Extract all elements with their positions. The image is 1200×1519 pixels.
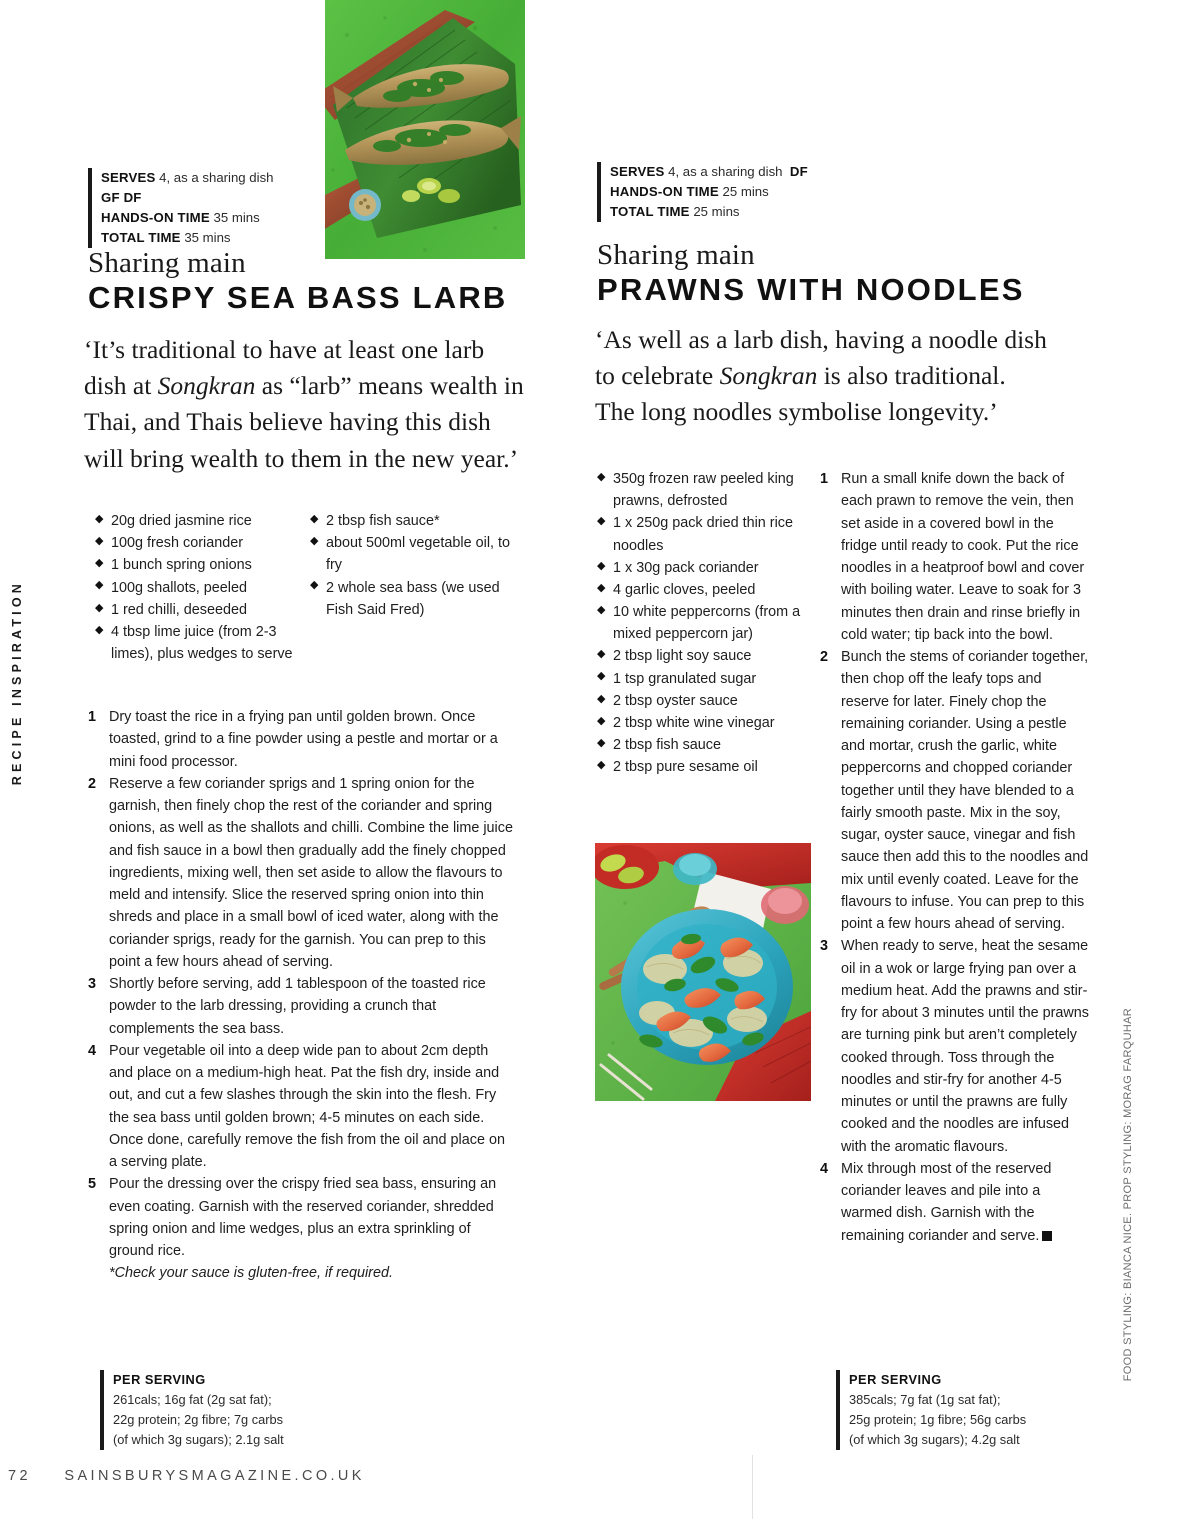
magazine-website: SAINSBURYSMAGAZINE.CO.UK: [64, 1468, 365, 1484]
step-text: Shortly before serving, add 1 tablespoon of the toasted rice powder to the larb dressing, providing a crunch that complements the sea bass.: [109, 976, 486, 1037]
ingredient-item: [597, 668, 805, 690]
diamond-bullet-icon: ◆: [597, 559, 606, 572]
recipe-footnote: *Check your sauce is gluten-free, if required.: [109, 1265, 393, 1282]
diamond-bullet-icon: ◆: [95, 601, 104, 614]
ingredient-text: 2 whole sea bass (we used Fish Said Fred): [326, 579, 500, 618]
ingredient-text: 1 bunch spring onions: [111, 557, 252, 574]
diamond-bullet-icon: ◆: [597, 603, 606, 616]
ingredient-text: 2 tbsp light soy sauce: [613, 648, 752, 665]
total-time-value: 25 mins: [693, 204, 740, 220]
ingredient-text: 20g dried jasmine rice: [111, 513, 252, 529]
diamond-bullet-icon: ◆: [597, 692, 606, 705]
ingredient-text: 2 tbsp fish sauce: [613, 737, 721, 754]
diamond-bullet-icon: ◆: [597, 515, 606, 528]
ingredient-item: [95, 510, 295, 532]
ingredient-text: 1 red chilli, deseeded: [111, 601, 248, 618]
nutrition-line: 261cals; 16g fat (2g sat fat);: [113, 1391, 272, 1407]
serves-row: [610, 162, 900, 182]
method-step: [88, 1173, 513, 1262]
ingredient-text: 4 tbsp lime juice (from 2-3 limes), plus wedges to serve: [111, 623, 293, 663]
nutrition-line: (of which 3g sugars); 4.2g salt: [849, 1431, 1020, 1447]
step-number: 2: [820, 649, 829, 665]
diamond-bullet-icon: ◆: [597, 670, 606, 683]
step-number: 3: [820, 938, 829, 955]
section-label-recipe-inspiration: RECIPE INSPIRATION: [10, 580, 24, 786]
total-time-value: 35 mins: [184, 230, 231, 246]
hands-on-label: HANDS-ON TIME: [610, 184, 719, 200]
diet-tags: [101, 188, 331, 208]
page-gutter-rule: [752, 1455, 753, 1519]
ingredient-text: 2 tbsp pure sesame oil: [613, 759, 758, 776]
step-number: 5: [88, 1176, 97, 1193]
step-number: 4: [88, 1042, 97, 1059]
hands-on-label: HANDS-ON TIME: [101, 210, 210, 226]
recipe-standfirst-seabass: ‘It’s traditional to have at least one larb dish at Songkran as “larb” means wealth in Thai, and Thais believe having this dish will bring wealth to them in the new year.’: [84, 335, 524, 473]
method-step: [88, 773, 513, 973]
nutrition-panel-prawns: [836, 1370, 1139, 1450]
recipe-title: PRAWNS WITH NOODLES: [597, 272, 1025, 308]
ingredient-item: [597, 734, 805, 756]
recipe-heading-seabass: [88, 248, 508, 316]
method-step: [88, 706, 513, 773]
ingredient-item: [597, 601, 805, 645]
ingredient-text: 100g shallots, peeled: [111, 579, 248, 596]
ingredient-text: 2 tbsp fish sauce*: [326, 513, 440, 529]
ingredient-item: [597, 756, 805, 778]
ingredient-text: 1 x 250g pack dried thin rice noodles: [613, 515, 793, 554]
step-text: Pour the dressing over the crispy fried sea bass, ensuring an even coating. Garnish with the reserved coriander, shredded spring onion and lime wedges, plus an extra sprinkling of ground rice.: [109, 1176, 497, 1259]
ingredient-item: [310, 510, 515, 532]
step-number: 3: [88, 976, 97, 992]
step-text: Run a small knife down the back of each prawn to remove the vein, then set aside in a covered bowl in the fridge until ready to cook. Put the rice noodles in a heatproof bowl and cover with boiling water. Leave to soak for 3 minutes then drain and rinse briefly in cold water; tip back into the bowl.: [841, 471, 1085, 643]
recipe-kicker: Sharing main: [597, 239, 755, 271]
ingredient-text: 2 tbsp white wine vinegar: [613, 714, 775, 731]
total-time-row: [101, 228, 331, 248]
serves-label: SERVES: [101, 170, 156, 185]
diet-tags-value: GF DF: [101, 190, 142, 206]
step-text: Reserve a few coriander sprigs and 1 spring onion for the garnish, then finely chop the rest of the coriander and spring onions, as well as the shallots and chilli. Combine the lime juice and fish sauce in a bowl then gradually add the finely chopped ingredients, mixing well, then set aside to allow the flavours to meld and intensify. Slice the reserved spring onion into thin shreds and place in a small bowl of iced water, along with the coriander sprigs, ready for the garnish. You can prep to this point a few hours ahead of serving.: [109, 775, 513, 970]
nutrition-line: (of which 3g sugars); 2.1g salt: [113, 1431, 284, 1447]
total-time-label: TOTAL TIME: [610, 204, 690, 220]
photo-credits: FOOD STYLING: BIANCA NICE. PROP STYLING: MORAG FARQUHAR: [1122, 1008, 1134, 1382]
ingredient-item: [597, 712, 805, 734]
ingredient-item: [597, 579, 805, 601]
serves-value: 4, as a sharing dish: [159, 170, 274, 185]
step-text: When ready to serve, heat the sesame oil in a wok or large frying pan over a medium heat. Add the prawns and stir-fry for about 3 minutes until the prawns are turning pink but aren’t completely cooked through. Toss through the noodles and stir-fry for another 4-5 minutes or until the prawns are fully cooked and the noodles are infused with the aromatic flavours.: [841, 938, 1089, 1155]
ingredient-item: [310, 577, 515, 621]
ingredient-item: [310, 532, 515, 576]
page-footer: [8, 1468, 365, 1484]
ingredient-text: 1 x 30g pack coriander: [613, 559, 759, 576]
step-number: 1: [88, 709, 97, 725]
ingredient-item: [597, 645, 805, 667]
ingredient-item: [597, 690, 805, 712]
ingredient-text: 2 tbsp oyster sauce: [613, 692, 738, 709]
recipe-meta-prawns: [597, 162, 900, 222]
diamond-bullet-icon: ◆: [95, 623, 104, 636]
step-text: Bunch the stems of coriander together, then chop off the leafy tops and reserve for later. Finely chop the remaining coriander. Using a pestle and mortar, crush the garlic, white peppercorns and chopped coriander together until they have blended to a fairly smooth paste. Mix in the soy, sugar, oyster sauce, vinegar and fish sauce then add this to the noodles and mix until evenly coated. Leave for the flavours to infuse. You can prep to this point a few hours ahead of serving.: [841, 649, 1089, 932]
ingredient-text: 1 tsp granulated sugar: [613, 670, 757, 687]
hands-on-value: 25 mins: [722, 184, 769, 200]
recipe-heading-prawns: [597, 240, 1025, 308]
serves-row: [101, 168, 331, 188]
ingredient-text: about 500ml vegetable oil, to fry: [326, 535, 511, 574]
method-step: [820, 468, 1092, 646]
recipe-meta-seabass: [88, 168, 331, 248]
end-of-article-mark: [1042, 1231, 1052, 1241]
nutrition-line: 22g protein; 2g fibre; 7g carbs: [113, 1411, 284, 1427]
step-number: 2: [88, 775, 97, 792]
diamond-bullet-icon: ◆: [597, 470, 606, 483]
ingredient-item: [95, 532, 295, 554]
diamond-bullet-icon: ◆: [597, 736, 606, 749]
ingredients-list-prawns: [597, 468, 805, 778]
method-steps-prawns: [820, 468, 1092, 1247]
total-time-label: TOTAL TIME: [101, 230, 181, 246]
ingredient-item: [597, 512, 805, 556]
method-steps-seabass: [88, 706, 513, 1285]
diamond-bullet-icon: ◆: [310, 512, 319, 525]
ingredient-text: 100g fresh coriander: [111, 535, 243, 552]
diamond-bullet-icon: ◆: [597, 759, 606, 772]
ingredient-item: [95, 621, 295, 665]
step-text: Dry toast the rice in a frying pan until golden brown. Once toasted, grind to a fine powder using a pestle and mortar or a mini food processor.: [109, 709, 498, 770]
step-number: 1: [820, 471, 829, 487]
nutrition-heading: PER SERVING: [849, 1372, 942, 1387]
step-text: Mix through most of the reserved coriander leaves and pile into a warmed dish. Garnish with the remaining coriander and serve.: [841, 1160, 1052, 1244]
serves-label: SERVES: [610, 164, 665, 179]
recipe-standfirst-prawns: ‘As well as a larb dish, having a noodle dish to celebrate Songkran is also traditional. The long noodles symbolise longevity.’: [595, 325, 1047, 427]
method-step: [820, 935, 1092, 1158]
diamond-bullet-icon: ◆: [310, 579, 319, 592]
diamond-bullet-icon: ◆: [597, 714, 606, 727]
diamond-bullet-icon: ◆: [95, 557, 104, 570]
hands-on-value: 35 mins: [213, 210, 260, 226]
ingredients-list-seabass-col1: [95, 510, 295, 665]
ingredient-item: [95, 599, 295, 621]
ingredient-text: 4 garlic cloves, peeled: [613, 581, 756, 598]
method-step: [88, 1040, 513, 1174]
crispy-sea-bass-larb-photo: [325, 0, 525, 259]
diamond-bullet-icon: ◆: [95, 512, 104, 525]
ingredient-item: [597, 557, 805, 579]
hands-on-row: [610, 182, 900, 202]
nutrition-panel-seabass: [100, 1370, 403, 1450]
nutrition-heading: PER SERVING: [113, 1372, 206, 1387]
step-text: Pour vegetable oil into a deep wide pan to about 2cm depth and place on a medium-high heat. Pat the fish dry, inside and out, and cut a few slashes through the skin into the flesh. Fry the sea bass until golden brown; 4-5 minutes on each side. Once done, carefully remove the fish from the oil and place on a serving plate.: [109, 1042, 505, 1170]
diamond-bullet-icon: ◆: [95, 579, 104, 592]
ingredient-item: [597, 468, 805, 512]
diamond-bullet-icon: ◆: [310, 535, 319, 548]
method-step: [820, 1158, 1092, 1247]
prawns-with-noodles-photo: [595, 843, 811, 1101]
recipe-title: CRISPY SEA BASS LARB: [88, 280, 508, 316]
diamond-bullet-icon: ◆: [95, 535, 104, 548]
ingredient-text: 350g frozen raw peeled king prawns, defrosted: [613, 471, 794, 510]
diamond-bullet-icon: ◆: [597, 648, 606, 661]
hands-on-row: [101, 208, 331, 228]
diamond-bullet-icon: ◆: [597, 581, 606, 594]
recipe-kicker: Sharing main: [88, 247, 246, 279]
serves-value: 4, as a sharing dish: [668, 164, 783, 179]
total-time-row: [610, 202, 900, 222]
ingredient-item: [95, 554, 295, 576]
ingredient-item: [95, 577, 295, 599]
nutrition-line: 25g protein; 1g fibre; 56g carbs: [849, 1411, 1027, 1427]
diet-tags-value: DF: [789, 164, 808, 179]
method-step: [88, 973, 513, 1040]
nutrition-line: 385cals; 7g fat (1g sat fat);: [849, 1391, 1001, 1407]
method-step: [820, 646, 1092, 935]
step-number: 4: [820, 1160, 829, 1177]
ingredient-text: 10 white peppercorns (from a mixed peppercorn jar): [613, 604, 801, 643]
page-number: 72: [8, 1468, 31, 1484]
ingredients-list-seabass-col2: [310, 510, 515, 621]
